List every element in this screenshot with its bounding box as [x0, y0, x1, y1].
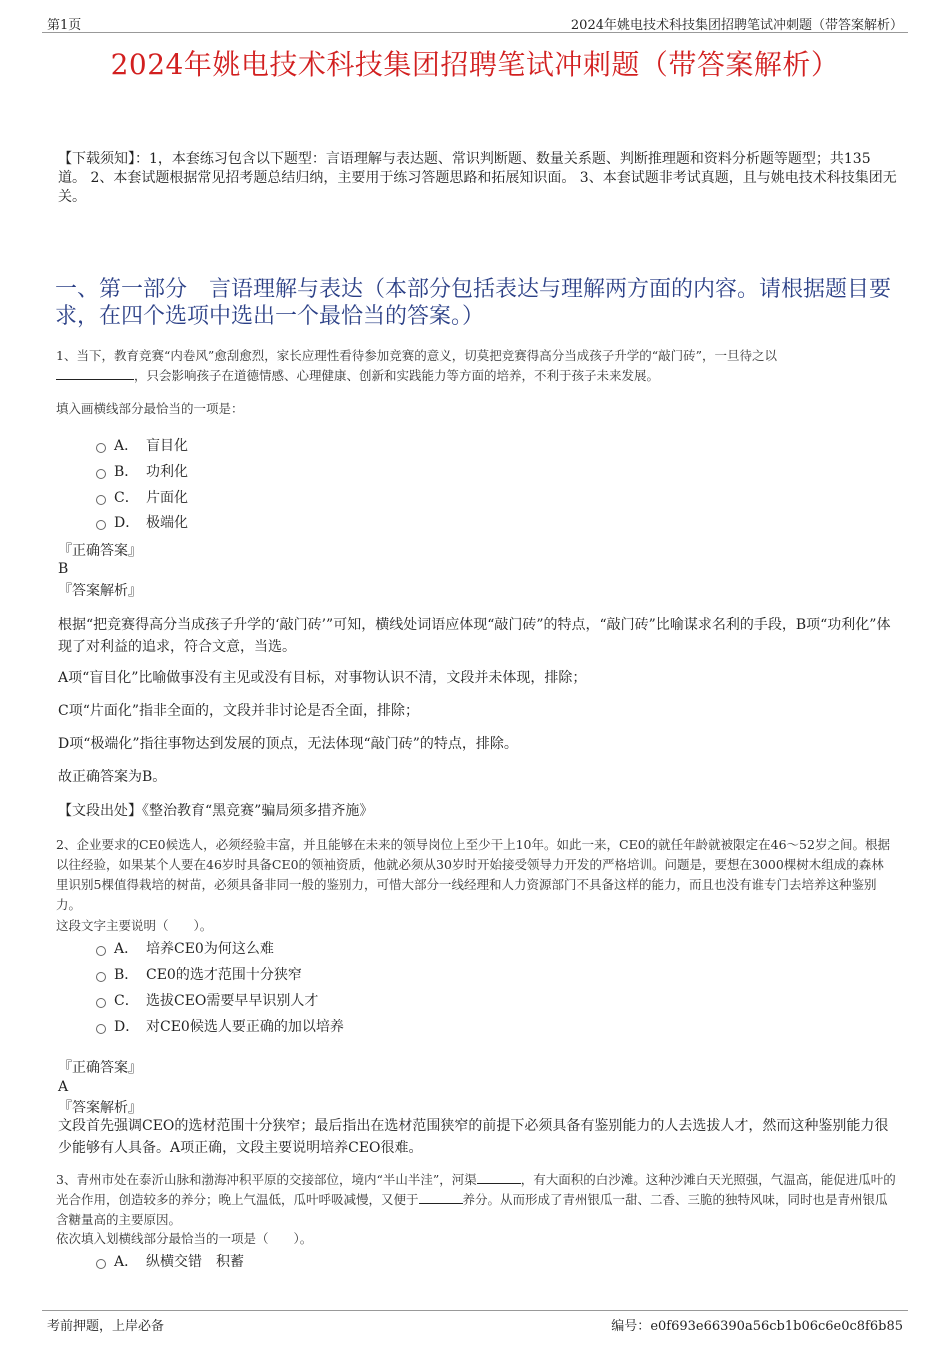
radio-icon[interactable] [96, 520, 106, 530]
q3-blank-2 [419, 1191, 463, 1204]
page-title: 2024年姚电技术科技集团招聘笔试冲刺题（带答案解析） [110, 48, 840, 81]
q2-analysis-label: 『答案解析』 [58, 1100, 142, 1116]
radio-icon[interactable] [96, 972, 106, 982]
q1-option-c[interactable]: C． 片面化 [96, 488, 188, 508]
page-number: 第1页 [47, 18, 82, 33]
q2-option-d[interactable]: D． 对CE0候选人要正确的加以培养 [96, 1017, 344, 1037]
q2-prompt: 这段文字主要说明（ ）。 [56, 918, 213, 933]
footer-code: 编号：e0f693e66390a56cb1b06c6e0c8f6b85 [611, 1319, 903, 1334]
q2-answer: A [58, 1079, 69, 1095]
radio-icon[interactable] [96, 998, 106, 1008]
q1-analysis-para: D项“极端化”指往事物达到发展的顶点，无法体现“敲门砖”的特点，排除。 [58, 736, 518, 752]
q1-blank [56, 367, 134, 380]
q1-answer-label: 『正确答案』 [58, 543, 142, 559]
q2-option-b[interactable]: B． CE0的选才范围十分狭窄 [96, 965, 302, 985]
q1-option-d[interactable]: D． 极端化 [96, 513, 188, 533]
q1-option-b[interactable]: B． 功利化 [96, 462, 188, 482]
radio-icon[interactable] [96, 495, 106, 505]
q1-analysis-para: C项“片面化”指非全面的，文段并非讨论是否全面，排除； [58, 703, 420, 719]
q1-option-a[interactable]: A． 盲目化 [96, 436, 188, 456]
q2-analysis: 文段首先强调CEO的选材范围十分狭窄；最后指出在选材范围狭窄的前提下必须具备有鉴别能力的人去选拔人才，然而这种鉴别能力很少能够有人具备。A项正确，文段主要说明培养CEO很难。 [58, 1118, 889, 1156]
header-doc-title: 2024年姚电技术科技集团招聘笔试冲刺题（带答案解析） [570, 18, 903, 33]
section-title: 一、第一部分 言语理解与表达（本部分包括表达与理解两方面的内容。请根据题目要求，在四个选项中选出一个最恰当的答案。） [55, 277, 892, 329]
q2-option-a[interactable]: A． 培养CE0为何这么难 [96, 939, 274, 959]
q2-stem: 2、企业要求的CE0候选人，必须经验丰富，并且能够在未来的领导岗位上至少干上10年。如此一来，CE0的就任年龄就被限定在46～52岁之间。根据以往经验，如果某个人要在46岁时具备CE0的领袖资质，他就必须从30岁时开始接受领导力开发的严格培训。问题是，要想在3000棵树木组成的森林里识别5棵值得栽培的树苗，必须具备非同一般的鉴别力，可惜大部分一线经理和人力资源部门不具备这样的能力，而且也没有谁专门去培养这种鉴别力。 [56, 837, 890, 912]
q1-prompt: 填入画横线部分最恰当的一项是： [56, 401, 244, 416]
q1-analysis-para: 故正确答案为B。 [58, 769, 167, 785]
radio-icon[interactable] [96, 443, 106, 453]
q1-analysis-label: 『答案解析』 [58, 583, 142, 599]
q3-blank-1 [477, 1171, 521, 1184]
download-notice: 【下载须知】：1，本套练习包含以下题型：言语理解与表达题、常识判断题、数量关系题、判断推理题和资料分析题等题型；共135道。 2、本套试题根据常见招考题总结归纳，主要用于练习答题思路和拓展知识面。 3、本套试题非考试真题，且与姚电技术科技集团无关。 [58, 151, 897, 205]
q1-answer: B [58, 561, 69, 577]
q2-option-c[interactable]: C． 选拔CEO需要早早识别人才 [96, 991, 318, 1011]
q1-analysis-para: A项“盲目化”比喻做事没有主见或没有目标，对事物认识不清，文段并未体现，排除； [58, 670, 587, 686]
q1-analysis-para: 根据“把竞赛得高分当成孩子升学的‘敲门砖’”可知，横线处词语应体现“敲门砖”的特点，“敲门砖”比喻谋求名利的手段，B项“功利化”体现了对利益的追求，符合文意，当选。 [58, 617, 891, 655]
radio-icon[interactable] [96, 1259, 106, 1269]
radio-icon[interactable] [96, 946, 106, 956]
q2-answer-label: 『正确答案』 [58, 1060, 142, 1076]
q3-stem: 3、青州市处在泰沂山脉和渤海冲积平原的交接部位，境内“半山半洼”，河渠 ，有大面积的白沙滩。这种沙滩白天光照强，气温高，能促进瓜叶的光合作用，创造较多的养分；晚上气温低，瓜叶呼吸减慢，又便于 养分。从而形成了青州银瓜一甜、二香、三脆的独特风味，同时也是青州银瓜含糖量高的主要原因。 [56, 1172, 896, 1227]
q1-stem: 1、当下，教育竞赛“内卷风”愈刮愈烈，家长应理性看待参加竞赛的意义，切莫把竞赛得高分当成孩子升学的“敲门砖”，一旦待之以 ，只会影响孩子在道德情感、心理健康、创新和实践能力等方面的培养，不利于孩子未来发展。 [56, 348, 778, 383]
page-header [42, 12, 908, 33]
footer-slogan: 考前押题，上岸必备 [47, 1319, 165, 1334]
radio-icon[interactable] [96, 1024, 106, 1034]
radio-icon[interactable] [96, 469, 106, 479]
q1-source: 【文段出处】《整治教育“黑竞赛”骗局须多措齐施》 [58, 803, 374, 819]
q3-prompt: 依次填入划横线部分最恰当的一项是（ ）。 [56, 1231, 313, 1246]
q3-option-a[interactable]: A． 纵横交错 积蓄 [96, 1252, 244, 1272]
page-footer [42, 1310, 908, 1335]
